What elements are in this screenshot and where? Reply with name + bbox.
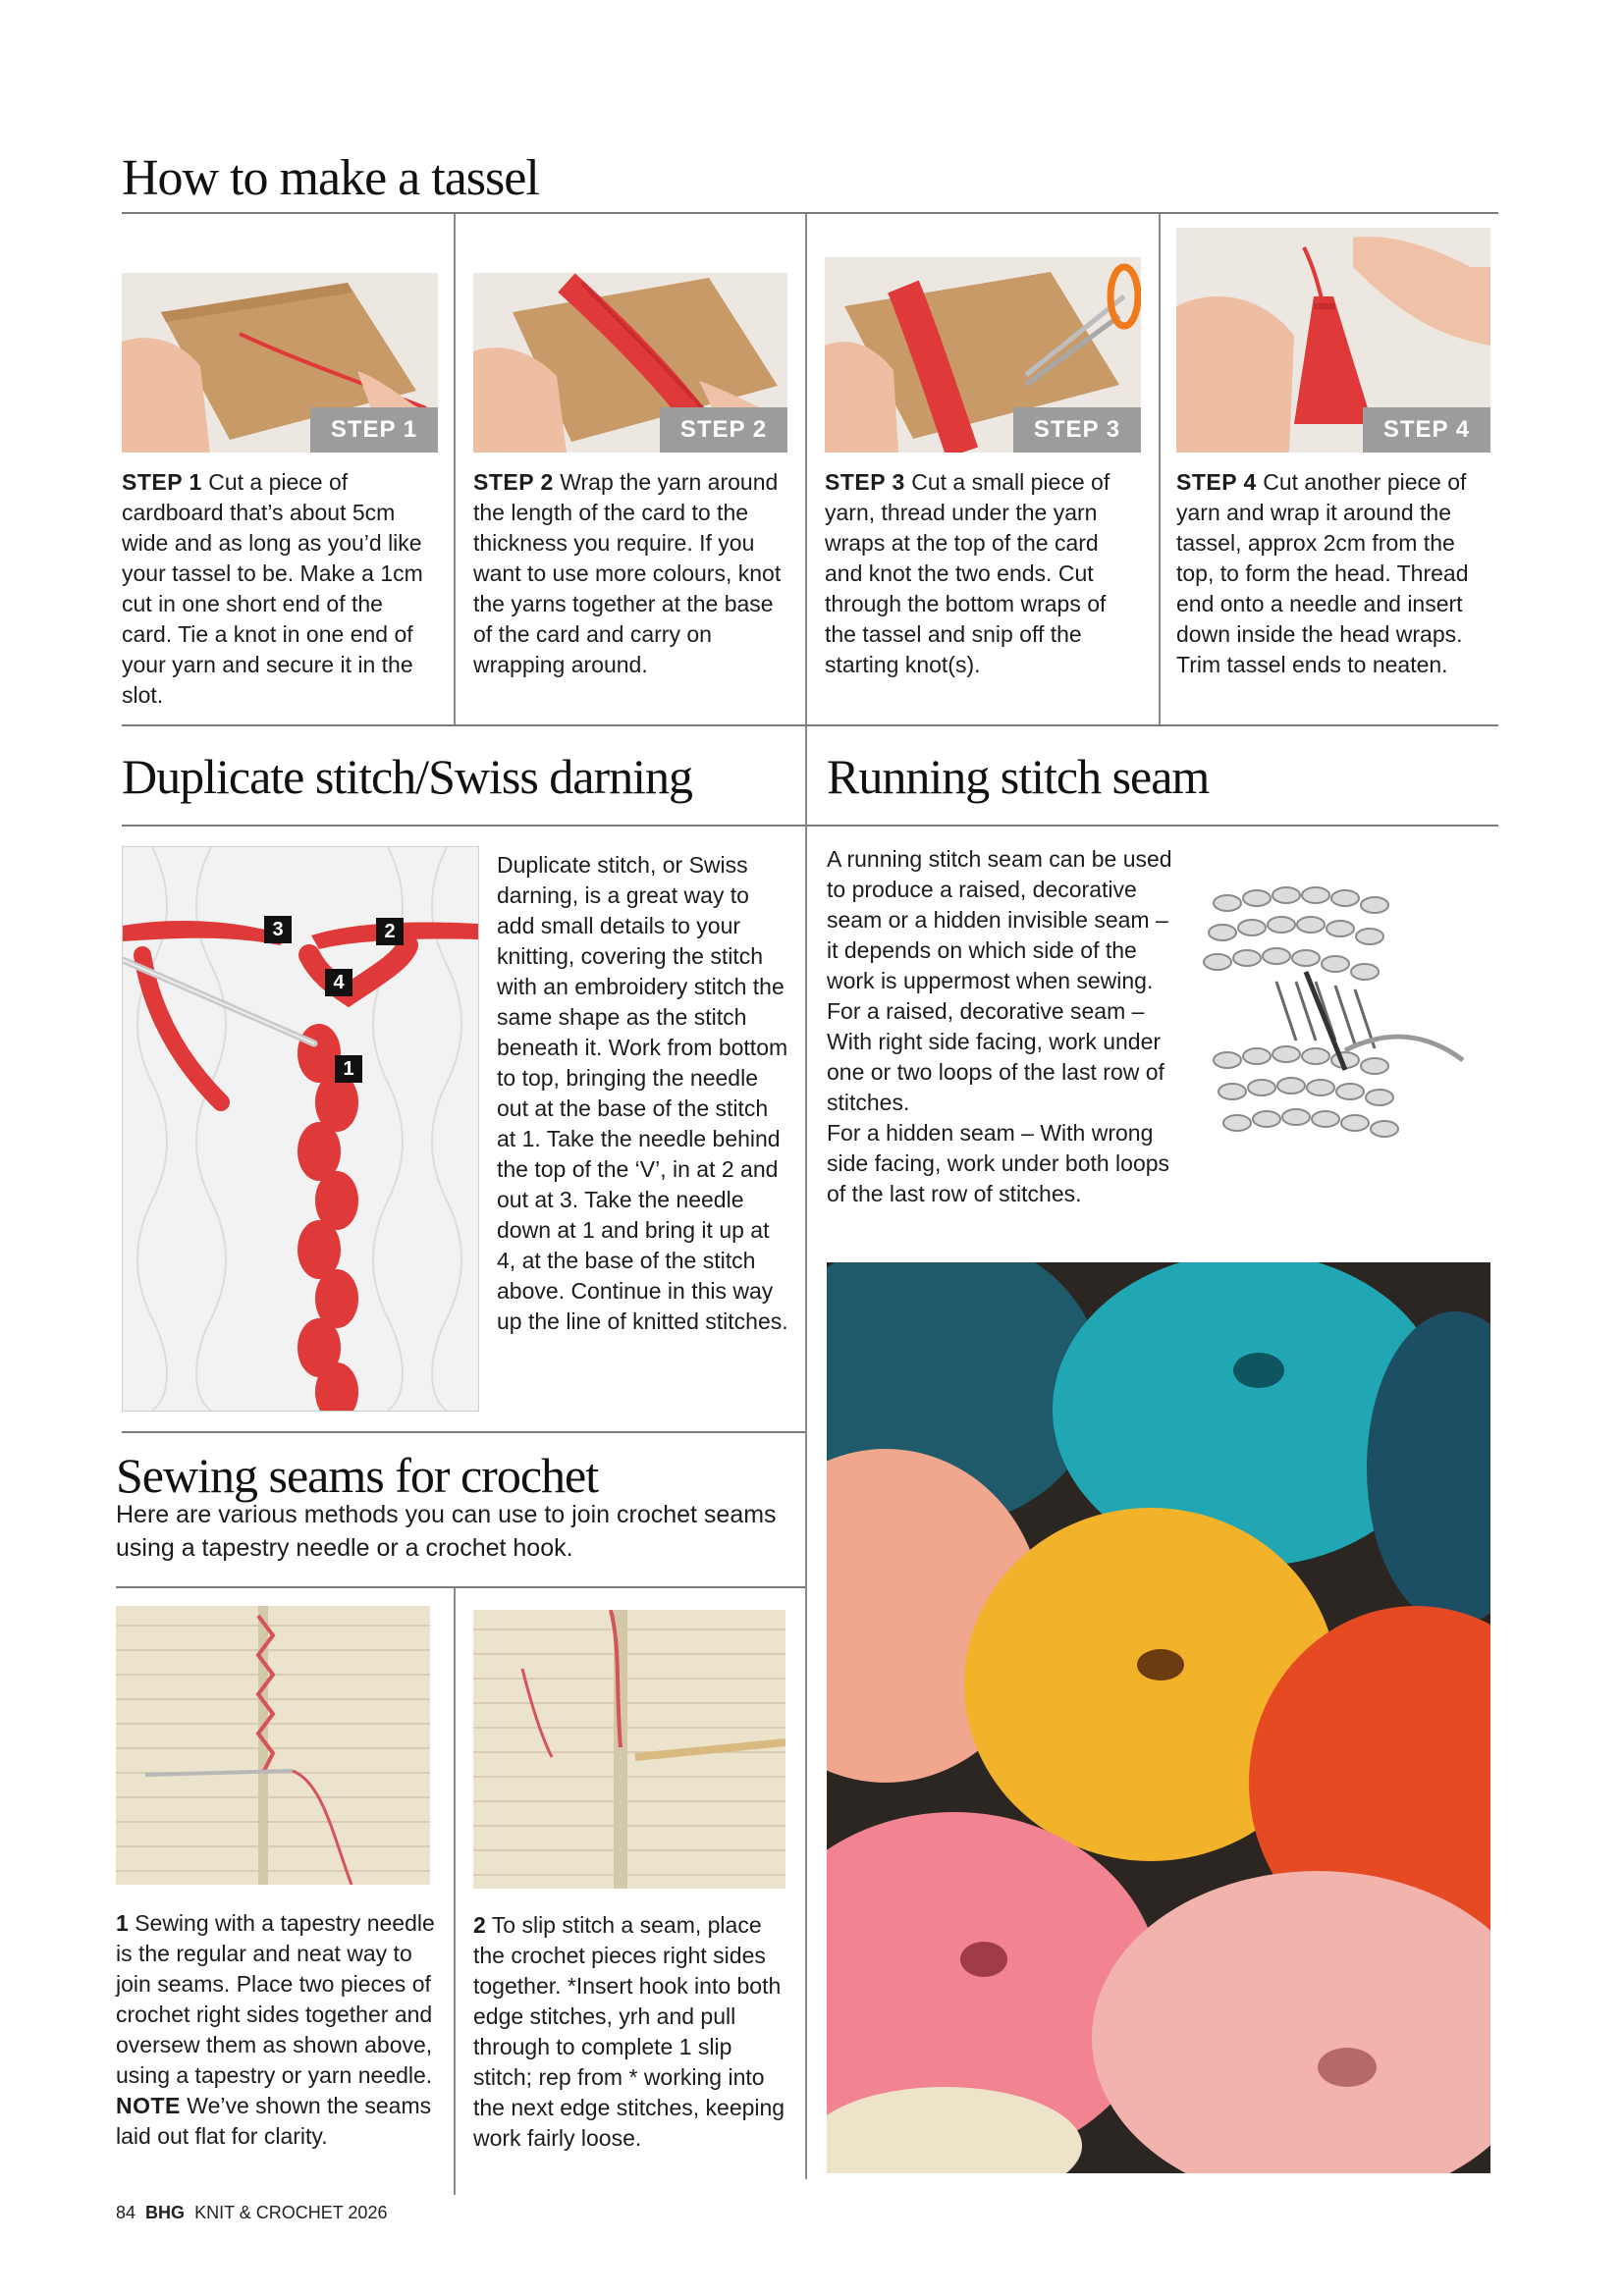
- duplicate-body: Duplicate stitch, or Swiss darning, is a great way to add small details to your knitting, covering the stitch with an embroidery stitch the same shape as the stitch beneath it. Work from bottom to top, bringing the needle out at the base of the stitch at 1. Take the needle behind the top of the ‘V’, in at 2 and out at 3. Take the needle down at 1 and bring it up at 4, at the base of the stitch above. Continue in this way up the line of knitted stitches.: [497, 852, 788, 1334]
- running-stitch-diagram: [1188, 864, 1483, 1158]
- divider: [116, 1586, 805, 1588]
- running-paragraph: A running stitch seam can be used to produce a raised, decorative seam or a hidden invisible seam – it depends on which side of the work is uppermost when sewing.: [827, 846, 1172, 993]
- seam-photo-1: [116, 1606, 430, 1885]
- step-label: STEP 3: [825, 469, 905, 495]
- yarn-balls-photo: [827, 1262, 1490, 2173]
- step-1-photo: [122, 273, 438, 453]
- divider: [122, 825, 805, 827]
- step-body: Cut a small piece of yarn, thread under the yarn wraps at the top of the card and knot the two ends. Cut through the bottom wraps of the tassel and snip off the starting knot(s).: [825, 469, 1110, 677]
- divider: [122, 1431, 805, 1433]
- page-footer: [116, 2203, 387, 2223]
- step-2-badge: STEP 2: [660, 407, 787, 453]
- step-2-text: [473, 467, 789, 680]
- step-body: Wrap the yarn around the length of the card to the thickness you require. If you want to use more colours, knot the yarns together at the base of the card and carry on wrapping around.: [473, 469, 782, 677]
- running-body: [827, 844, 1180, 1209]
- divider: [805, 214, 807, 725]
- seam-2-text: [473, 1910, 787, 2154]
- step-4-badge: STEP 4: [1363, 407, 1490, 453]
- seam-number: 2: [473, 1912, 486, 1938]
- marker-4: 4: [325, 969, 352, 996]
- step-4-photo: [1176, 228, 1490, 453]
- step-1-badge: STEP 1: [310, 407, 438, 453]
- marker-1: 1: [335, 1055, 362, 1083]
- marker-3: 3: [264, 916, 292, 943]
- seam-1-text: [116, 1908, 440, 2152]
- divider: [454, 1588, 456, 2195]
- seam-body: Sewing with a tapestry needle is the regular and neat way to join seams. Place two pieces of crochet right sides together and oversew them as shown above, using a tapestry or yarn needle.: [116, 1910, 435, 2088]
- page-number: 84: [116, 2203, 136, 2222]
- divider: [807, 825, 1498, 827]
- tassel-title: How to make a tassel: [122, 150, 539, 206]
- running-paragraph: For a raised, decorative seam – With right side facing, work under one or two loops of the last row of stitches.: [827, 998, 1164, 1115]
- step-label: STEP 2: [473, 469, 554, 495]
- step-label: STEP 1: [122, 469, 202, 495]
- divider: [122, 724, 1498, 726]
- step-body: Cut another piece of yarn and wrap it around the tassel, approx 2cm from the top, to form the head. Thread end onto a needle and insert down inside the head wraps. Trim tassel ends to neaten.: [1176, 469, 1469, 677]
- duplicate-stitch-diagram: [122, 846, 479, 1412]
- seams-title: Sewing seams for crochet: [116, 1448, 599, 1503]
- step-3-badge: STEP 3: [1013, 407, 1141, 453]
- step-4-text: [1176, 467, 1492, 680]
- running-title: Running stitch seam: [827, 749, 1210, 804]
- divider: [1159, 214, 1161, 725]
- seam-body: To slip stitch a seam, place the crochet pieces right sides together. *Insert hook into both edge stitches, yrh and pull through to complete 1 slip stitch; rep from * working into the next edge stitches, keeping work fairly loose.: [473, 1912, 785, 2151]
- note-body: We’ve shown the seams laid out flat for clarity.: [116, 2093, 432, 2149]
- running-paragraph: For a hidden seam – With wrong side facing, work under both loops of the last row of stitches.: [827, 1120, 1170, 1206]
- step-body: Cut a piece of cardboard that’s about 5cm wide and as long as you’d like your tassel to be. Make a 1cm cut in one short end of the card. Tie a knot in one end of your yarn and secure it in the slot.: [122, 469, 423, 708]
- step-1-text: [122, 467, 438, 711]
- seam-number: 1: [116, 1910, 129, 1936]
- duplicate-title: Duplicate stitch/Swiss darning: [122, 749, 693, 804]
- note-label: NOTE: [116, 2093, 181, 2118]
- publication-title: KNIT & CROCHET 2026: [194, 2203, 388, 2222]
- divider: [805, 726, 807, 2179]
- seams-intro: Here are various methods you can use to join crochet seams using a tapestry needle or a crochet hook.: [116, 1501, 777, 1562]
- divider: [122, 212, 1498, 214]
- step-label: STEP 4: [1176, 469, 1257, 495]
- brand: BHG: [145, 2203, 186, 2222]
- divider: [454, 214, 456, 725]
- step-3-text: [825, 467, 1141, 680]
- seam-photo-2: [473, 1610, 785, 1889]
- marker-2: 2: [376, 918, 404, 945]
- step-2-photo: [473, 273, 787, 453]
- step-3-photo: [825, 257, 1141, 453]
